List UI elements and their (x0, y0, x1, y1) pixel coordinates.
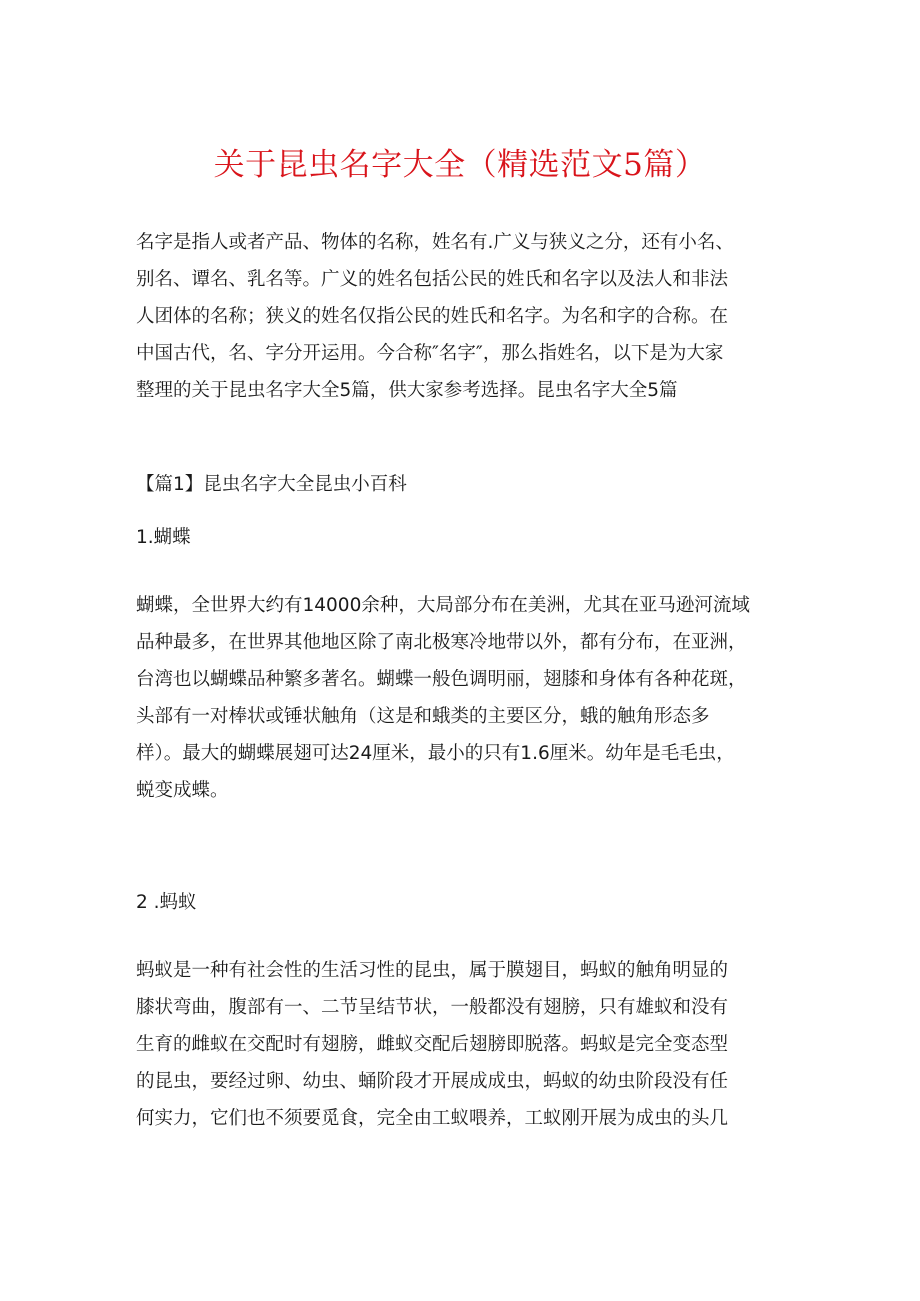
paragraph-line: 品种最多，在世界其他地区除了南北极寒冷地带以外，都有分布，在亚洲， (136, 632, 747, 653)
paragraph-line: 蚂蚁是一种有社会性的生活习性的昆虫，属于膜翅目，蚂蚁的触角明显的 (136, 960, 729, 981)
butterfly-paragraph (136, 587, 796, 809)
intro-line: 中国古代，名、字分开运用。今合称″名字″，那么指姓名，以下是为大家 (136, 343, 724, 364)
document-title: 关于昆虫名字大全（精选范文5篇） (213, 147, 707, 183)
item-title-text: 1.蝴蝶 (136, 527, 191, 548)
item-title-text: 2 .蚂蚁 (136, 892, 197, 913)
section-heading-text: 【篇1】昆虫名字大全昆虫小百科 (136, 474, 407, 495)
item-title-butterfly (136, 519, 796, 556)
paragraph-line: 台湾也以蝴蝶品种繁多著名。蝴蝶一般色调明丽，翅膝和身体有各种花斑， (136, 669, 747, 690)
paragraph-line: 生育的雌蚁在交配时有翅膀，雌蚁交配后翅膀即脱落。蚂蚁是完全变态型 (136, 1034, 729, 1055)
paragraph-line: 样）。最大的蝴蝶展翅可达24厘米，最小的只有1.6厘米。幼年是毛毛虫， (136, 743, 735, 764)
intro-line: 名字是指人或者产品、物体的名称，姓名有.广义与狭义之分，还有小名、 (136, 232, 734, 253)
paragraph-line: 何实力，它们也不须要觅食，完全由工蚁喂养，工蚁刚开展为成虫的头几 (136, 1108, 729, 1129)
intro-line: 整理的关于昆虫名字大全5篇，供大家参考选择。昆虫名字大全5篇 (136, 380, 678, 401)
section-heading (136, 466, 796, 503)
paragraph-line: 的昆虫，要经过卵、幼虫、蛹阶段才开展成成虫，蚂蚁的幼虫阶段没有任 (136, 1071, 729, 1092)
intro-line: 人团体的名称；狭义的姓名仅指公民的姓氏和名字。为名和字的合称。在 (136, 306, 729, 327)
paragraph-line: 蜕变成蝶。 (136, 780, 229, 801)
intro-paragraph (136, 224, 796, 409)
paragraph-line: 蝴蝶，全世界大约有14000余种，大局部分布在美洲，尤其在亚马逊河流域 (136, 595, 750, 616)
paragraph-line: 膝状弯曲，腹部有一、二节呈结节状，一般都没有翅膀，只有雄蚁和没有 (136, 997, 729, 1018)
paragraph-line: 头部有一对棒状或锤状触角（这是和蛾类的主要区分，蛾的触角形态多 (136, 706, 710, 727)
intro-line: 别名、谭名、乳名等。广义的姓名包括公民的姓氏和名字以及法人和非法 (136, 269, 729, 290)
ant-paragraph (136, 952, 796, 1137)
item-title-ant (136, 884, 796, 921)
